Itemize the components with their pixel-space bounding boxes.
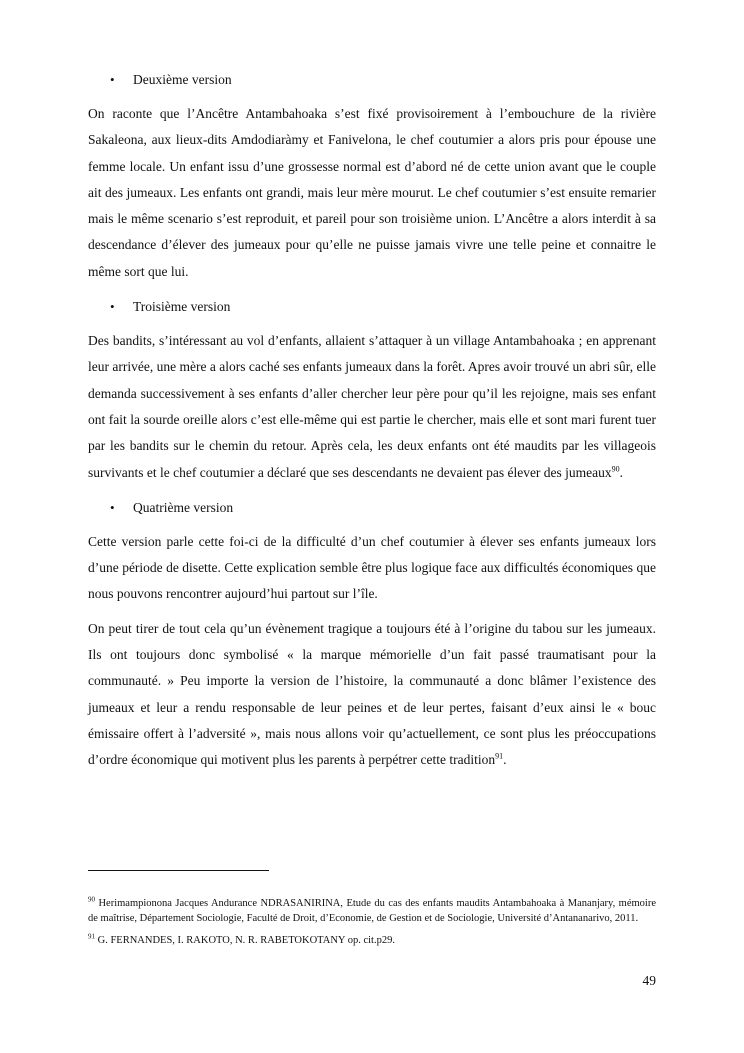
paragraph-text-end: . bbox=[619, 464, 624, 480]
footnote-number: 90 bbox=[88, 895, 95, 904]
bullet-heading bbox=[88, 494, 656, 521]
bullet-icon: • bbox=[110, 299, 115, 315]
bullet-heading bbox=[88, 66, 656, 93]
bullet-label: Deuxième version bbox=[133, 72, 232, 87]
footnote-text: Herimampionona Jacques Andurance NDRASANIRINA, Etude du cas des enfants maudits Antambahoaka à Mananjary, mémoire de maîtrise, Département Sociologie, Faculté de Droit, d’Economie, de Gestion et de Sociologie, Université d’Antananarivo, 2011. bbox=[88, 898, 656, 924]
bullet-icon: • bbox=[110, 72, 115, 87]
page-number: 49 bbox=[642, 973, 656, 988]
paragraph-text: On raconte que l’Ancêtre Antambahoaka s’est fixé provisoirement à l’embouchure de la rivière Sakaleona, aux lieux-dits Amdodiaràmy et Fanivelona, le chef coutumier a alors pris pour épouse une femme locale. Un enfant issu d’une grossesse normal est d’abord né de cette union avant que le couple ait des jumeaux. Les enfants ont grandi, mais leur mère mourut. Le chef coutumier s’est ensuite remarier mais le même scenario s’est reproduit, et pareil pour son troisième union. L’Ancêtre a alors interdit à sa descendance d’élever des jumeaux pour qu’elle ne puisse jamais vivre une telle peine et connaitre le même sort que lui. bbox=[88, 106, 656, 279]
paragraph bbox=[88, 328, 656, 486]
footnote-text: G. FERNANDES, I. RAKOTO, N. R. RABETOKOTANY op. cit.p29. bbox=[95, 935, 395, 946]
footnote-reference[interactable]: 91 bbox=[495, 751, 504, 761]
footnote bbox=[88, 934, 656, 949]
footnote bbox=[88, 897, 656, 926]
paragraph-text: On peut tirer de tout cela qu’un évènement tragique a toujours été à l’origine du tabou sur les jumeaux. Ils ont toujours donc symbolisé « la marque mémorielle d’un fait passé traumatisant pour la communauté. » Peu importe la version de l’histoire, la communauté a donc blâmer l’existence des jumeaux et leur a rendu responsable de leur peines et de leur pertes, faisant d’eux ainsi le « bouc émissaire offert à l’adversité », mais nous allons voir qu’actuellement, ce sont plus les préoccupations d’ordre économique qui motivent plus les parents à perpétrer cette tradition bbox=[88, 620, 656, 768]
bullet-heading bbox=[88, 293, 656, 320]
paragraph bbox=[88, 529, 656, 608]
footnote-reference[interactable]: 90 bbox=[611, 464, 620, 474]
conclusion-paragraph bbox=[88, 616, 656, 774]
paragraph-text: Des bandits, s’intéressant au vol d’enfants, allaient s’attaquer à un village Antambahoaka ; en apprenant leur arrivée, une mère a alors caché ses enfants jumeaux dans la forêt. Apres avoir trouvé un abri sûr, elle demanda successivement à ses enfants d’aller chercher leur père pour qu’il les rejoigne, mais ses enfant ont fait la sourde oreille alors c’est elle-même qui est partie le chercher, mais elle et sont mari furent tuer par les bandits sur le chemin du retour. Après cela, les deux enfants ont été maudits par les villageois survivants et le chef coutumier a déclaré que ses descendants ne devaient pas élever des jumeaux bbox=[88, 333, 656, 480]
bullet-label: Quatrième version bbox=[133, 499, 234, 515]
footnote-separator bbox=[88, 870, 269, 871]
bullet-label: Troisième version bbox=[133, 299, 231, 315]
bullet-icon: • bbox=[110, 499, 115, 515]
paragraph-text: Cette version parle cette foi-ci de la difficulté d’un chef coutumier à élever ses enfants jumeaux lors d’une période de disette. Cette explication semble être plus logique face aux difficultés économiques que nous pouvons rencontrer aujourd’hui partout sur l’île. bbox=[88, 533, 656, 602]
footnotes bbox=[88, 897, 656, 957]
footnote-number: 91 bbox=[88, 932, 95, 941]
paragraph bbox=[88, 101, 656, 285]
paragraph-text-end: . bbox=[503, 752, 507, 768]
body-text bbox=[88, 66, 656, 782]
